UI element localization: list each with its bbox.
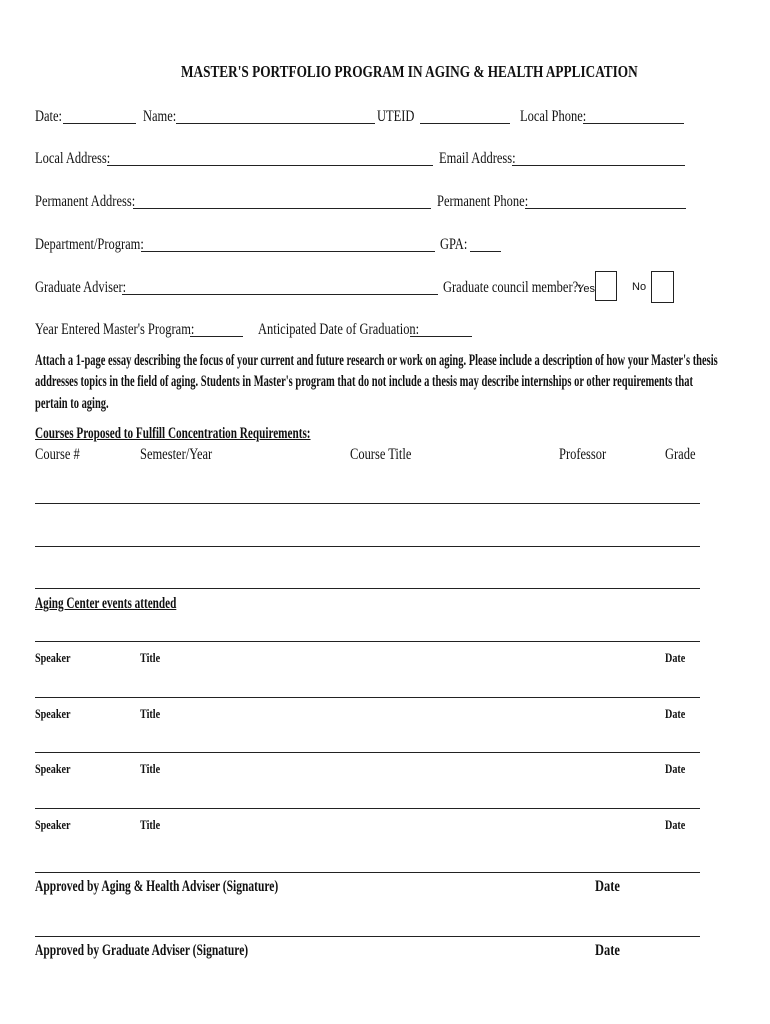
aging-adviser-signature-line[interactable] bbox=[35, 872, 700, 873]
name-field[interactable] bbox=[176, 123, 375, 124]
email-label: Email Address: bbox=[439, 150, 516, 167]
semester-year-header: Semester/Year bbox=[140, 446, 213, 463]
gpa-label: GPA: bbox=[440, 236, 468, 253]
aging-adviser-date-label: Date bbox=[595, 878, 620, 895]
course-number-header: Course # bbox=[35, 446, 80, 463]
email-field[interactable] bbox=[512, 165, 685, 166]
event-entry-line-4[interactable] bbox=[35, 808, 700, 809]
course-title-header: Course Title bbox=[350, 446, 412, 463]
event-speaker-label-4: Speaker bbox=[35, 817, 71, 832]
event-title-label-1: Title bbox=[140, 650, 161, 665]
course-entry-line-3[interactable] bbox=[35, 588, 700, 589]
professor-header: Professor bbox=[559, 446, 607, 463]
yes-checkbox[interactable] bbox=[595, 271, 617, 301]
event-entry-line-3[interactable] bbox=[35, 752, 700, 753]
local-address-label: Local Address: bbox=[35, 150, 111, 167]
essay-instructions-line-3: pertain to aging. bbox=[35, 395, 109, 412]
permanent-address-label: Permanent Address: bbox=[35, 193, 136, 210]
yes-label: Yes bbox=[577, 283, 595, 295]
local-phone-field[interactable] bbox=[583, 123, 684, 124]
graduate-adviser-signature-line[interactable] bbox=[35, 936, 700, 937]
no-checkbox[interactable] bbox=[651, 271, 674, 303]
date-label: Date: bbox=[35, 108, 63, 125]
event-date-label-1: Date bbox=[665, 650, 686, 665]
event-title-label-4: Title bbox=[140, 817, 161, 832]
department-label: Department/Program: bbox=[35, 236, 144, 253]
department-field[interactable] bbox=[141, 251, 435, 252]
permanent-phone-field[interactable] bbox=[525, 208, 686, 209]
graduate-adviser-signature-label: Approved by Graduate Adviser (Signature) bbox=[35, 942, 249, 959]
event-entry-line-2[interactable] bbox=[35, 697, 700, 698]
event-title-label-2: Title bbox=[140, 706, 161, 721]
essay-instructions-line-1: Attach a 1-page essay describing the focus of your current and future research or work on aging. Please include a description of how your Master's thesis bbox=[35, 352, 718, 369]
event-date-label-3: Date bbox=[665, 761, 686, 776]
name-label: Name: bbox=[143, 108, 177, 125]
year-entered-field[interactable] bbox=[190, 336, 243, 337]
permanent-phone-label: Permanent Phone: bbox=[437, 193, 529, 210]
grade-header: Grade bbox=[665, 446, 696, 463]
local-address-field[interactable] bbox=[107, 165, 433, 166]
graduate-adviser-date-label: Date bbox=[595, 942, 620, 959]
aging-adviser-signature-label: Approved by Aging & Health Adviser (Signature) bbox=[35, 878, 279, 895]
event-date-label-4: Date bbox=[665, 817, 686, 832]
event-speaker-label-3: Speaker bbox=[35, 761, 71, 776]
event-entry-line-1[interactable] bbox=[35, 641, 700, 642]
events-heading: Aging Center events attended bbox=[35, 595, 177, 612]
anticipated-field[interactable] bbox=[410, 336, 472, 337]
course-entry-line-1[interactable] bbox=[35, 503, 700, 504]
event-date-label-2: Date bbox=[665, 706, 686, 721]
courses-heading: Courses Proposed to Fulfill Concentration Requirements: bbox=[35, 425, 311, 442]
essay-instructions-line-2: addresses topics in the field of aging. Students in Master's program that do not include a thesis may describe internships or other requirements that bbox=[35, 373, 693, 390]
event-speaker-label-2: Speaker bbox=[35, 706, 71, 721]
adviser-label: Graduate Adviser: bbox=[35, 279, 127, 296]
event-title-label-3: Title bbox=[140, 761, 161, 776]
adviser-field[interactable] bbox=[122, 294, 438, 295]
year-entered-label: Year Entered Master's Program: bbox=[35, 321, 195, 338]
anticipated-label: Anticipated Date of Graduation: bbox=[258, 321, 420, 338]
gpa-field[interactable] bbox=[470, 251, 501, 252]
permanent-address-field[interactable] bbox=[133, 208, 431, 209]
no-label: No bbox=[632, 281, 647, 293]
council-label: Graduate council member?: bbox=[443, 279, 582, 296]
date-field[interactable] bbox=[63, 123, 136, 124]
event-speaker-label-1: Speaker bbox=[35, 650, 71, 665]
uteid-field[interactable] bbox=[420, 123, 510, 124]
course-entry-line-2[interactable] bbox=[35, 546, 700, 547]
local-phone-label: Local Phone: bbox=[520, 108, 587, 125]
uteid-label: UTEID bbox=[377, 108, 415, 125]
form-title: MASTER'S PORTFOLIO PROGRAM IN AGING & HEALTH APPLICATION bbox=[181, 62, 638, 81]
